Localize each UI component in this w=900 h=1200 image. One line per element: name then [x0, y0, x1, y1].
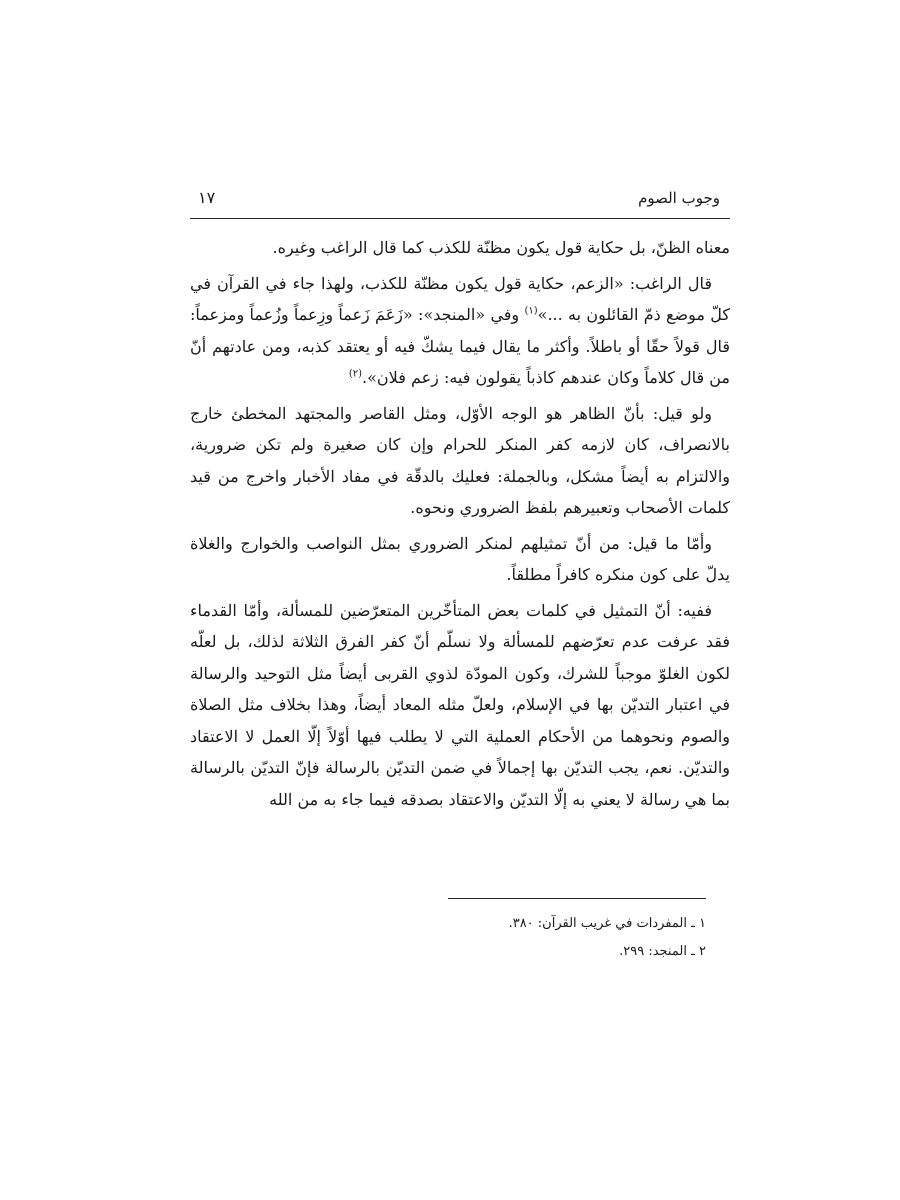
running-header-title: وجوب الصوم: [638, 189, 720, 207]
paragraph-text: وفي «المنجد»: «زَعَمَ زَعماً وزِعماً وزُعماً ومزعماً: قال قولاً حقّا أو باطلاً. وأكثر ما يقال فيما يشكّ فيه أو يعتقد كذبه، ومن عادتهم أنّ من قال كلاماً وكان عندهم كاذباً يقولون فيه: زعم فلان».: [190, 305, 730, 387]
paragraph: ففيه: أنّ التمثيل في كلمات بعض المتأخّرين المتعرّضين للمسألة، وأمّا القدماء فقد عرفت عدم تعرّضهم للمسألة ولا نسلّم أنّ كفر الفرق الثلاثة لذلك، بل لعلّه لكون الغلوّ موجباً للشرك، وكون المودّة لذوي القربى أيضاً مثل التوحيد والرسالة في اعتبار التديّن بها في الإسلام، ولعلّ مثله المعاد أيضاً، وهذا بخلاف مثل الصلاة والصوم ونحوهما من الأحكام العملية التي لا يطلب فيها أوّلاً إلّا العمل لا الاعتقاد والتديّن. نعم، يجب التديّن بها إجمالاً في ضمن التديّن بالرسالة فإنّ التديّن بالرسالة بما هي رسالة لا يعني به إلّا التديّن والاعتقاد بصدقه فيما جاء به من الله: [190, 600, 730, 809]
header-divider: [190, 218, 730, 219]
footnote-item: ١ ـ المفردات في غريب القرآن: ٣٨٠.: [508, 916, 706, 931]
paragraph: ولو قيل: بأنّ الظاهر هو الوجه الأوّل، ومثل القاصر والمجتهد المخطئ خارج بالانصراف، كان لازمه كفر المنكر للحرام وإن كان صغيرة ولم تكن ضرورية، والالتزام به أيضاً مشكل، وبالجملة: فعليك بالدقّة في مفاد الأخبار واخرج من قيد كلمات الأصحاب وتعبيرهم بلفظ الضروري ونحوه.: [190, 403, 730, 517]
paragraph: وأمّا ما قيل: من أنّ تمثيلهم لمنكر الضروري بمثل النواصب والخوارج والغلاة يدلّ على كون منكره كافراً مطلقاً.: [190, 533, 730, 584]
footnote-ref-1[interactable]: (١): [524, 305, 538, 317]
page-number: ١٧: [198, 188, 216, 207]
running-header: [198, 186, 720, 210]
paragraph: معناه الظنّ، بل حكاية قول يكون مظنّة للكذب كما قال الراغب وغيره.: [272, 238, 730, 257]
footnote-divider: [448, 898, 706, 899]
main-text: [190, 232, 730, 819]
footnote-item: ٢ ـ المنجد: ٢٩٩.: [619, 944, 706, 959]
paragraph: [190, 268, 730, 394]
footnote-ref-2[interactable]: (٢): [348, 368, 363, 380]
paragraph-text: قال الراغب: «الزعم، حكاية قول يكون مظنّة للكذب، ولهذا جاء في القرآن في كلّ موضع ذمّ القائلون به ...»: [190, 273, 731, 324]
footnotes: [186, 910, 706, 966]
